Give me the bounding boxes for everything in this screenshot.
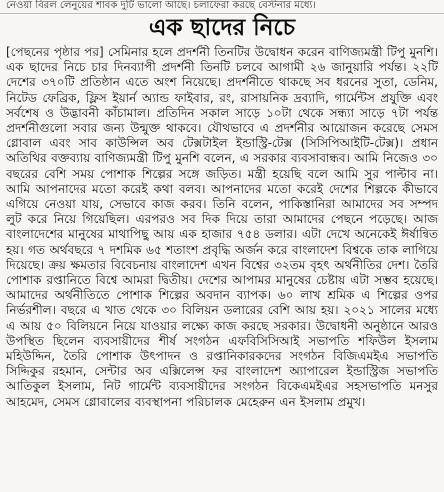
continued-tag: [পেছনের পৃষ্ঠার পর] [6,45,104,59]
article-paragraph [6,45,438,410]
headline: এক ছাদের নিচে [148,15,296,41]
article-text: সেমিনার হলে প্রদর্শনী তিনটির উদ্বোধন করেন বাণিজ্যমন্ত্রী টিপু মুনশি। এক ছাদের নিচে চার দিনব্যাপী প্রদর্শনী তিনটি চলবে আগামী ২৬ জানুয়ারি পর্যন্ত। ২২টি দেশের ৩৭০টি প্রতিষ্ঠান এতে অংশ নিয়েছে। প্রদর্শনীতে থাকছে সব ধরনের সুতা, ডেনিম, নিটেড ফেব্রিক, ফ্লিস ইয়ার্ন অ্যান্ড ফাইবার, রং, রাসায়নিক দ্রব্যাদি, গার্মেন্টস প্রযুক্তি এবং সর্বশেষ ও উদ্ভাবনী কাঁচামাল। প্রতিদিন সকাল সাড়ে ১০টা থেকে সন্ধ্যা সাড়ে ৭টা পর্যন্ত প্রদর্শনীগুলো সবার জন্য উন্মুক্ত থাকবে। যৌথভাবে এ প্রদর্শনীর আয়োজন করেছে সেমস গ্লোবাল এবং সাব কাউন্সিল অব টেক্সটাইল ইন্ডাস্ট্রি-টেক্স (সিসিপিআইটি-টেক্স)। প্রধান অতিথির বক্তব্যায় বাণিজ্যমন্ত্রী টিপু মুনশি বলেন, এ সরকার ব্যবসাবান্ধব। আমি নিজেও ৩০ বছরের বেশি সময় পোশাক শিল্পের সঙ্গে জড়িত। মন্ত্রী হয়েছি বলে আমি সুর পাল্টাব না। আমি আপনাদের মতো করেই কথা বলব। আপনাদের মতো করেই দেশের শিল্পকে কীভাবে এগিয়ে নেওয়া যায়, সেভাবে কাজ করব। তিনি বলেন, পাকিস্তানিরা আমাদের সব সম্পদ লুট করে নিয়ে গিয়েছিল। এরপরও সব দিক দিয়ে তারা আমাদের পেছনে পড়েছে। আজ বাংলাদেশের মানুষের মাথাপিছু আয় এক হাজার ৭৫৪ ডলার। এটা দেখে অনেকেই ঈর্ষান্বিত হয়। গত অর্থবছরে ৭ দশমিক ৬৫ শতাংশ প্রবৃদ্ধি অর্জন করে বাংলাদেশ বিশ্বকে তাক লাগিয়ে দিয়েছে। ক্রয় ক্ষমতার বিবেচনায় বাংলাদেশ এখন বিশ্বের ৩২তম বৃহৎ অর্থনীতির দেশ। তৈরি পোশাক রপ্তানিতে বিশ্বে আমরা দ্বিতীয়। দেশের আপামর মানুষের চেষ্টায় এটা সম্ভব হয়েছে। আমাদের অর্থনীতিতে পোশাক শিল্পের অবদান ব্যাপক। ৬০ লাখ শ্রমিক এ শিল্পের ওপর নির্ভরশীল। বছরে এ খাত থেকে ৩০ বিলিয়ন ডলারের বেশি আয় হয়। ২০২১ সালের মধ্যে এ আয় ৫০ বিলিয়নে নিয়ে যাওয়ার লক্ষ্যে কাজ করছে সরকার। উদ্বোধনী অনুষ্ঠানে আরও উপস্থিত ছিলেন ব্যবসায়ীদের শীর্ষ সংগঠন এফবিসিসিআই সভাপতি শফিউল ইসলাম মহিউদ্দিন, তৈরি পোশাক উৎপাদন ও রপ্তানিকারকদের সংগঠন বিজিএমইএ সভাপতি সিদ্দিকুর রহমান, সেন্টার অব এক্সিলেন্স ফর বাংলাদেশ অ্যাপারেল ইন্ডাস্ট্রিজ সভাপতি আতিকুল ইসলাম, নিট গার্মেন্ট ব্যবসায়ীদের সংগঠন বিকেএমইএর সহসভাপতি মনসুর আহমেদ, সেমস গ্লোবালের ব্যবস্থাপনা পরিচালক মেহেরুন এন ইসলাম প্রমুখ। [6,45,438,409]
article-body [6,45,438,487]
previous-article-tail: নেওয়া বিরল লেনুয়ের শাবক দুটি ভালো আছে। চলাফেরা করছে বেস্টনার মধ্যে। [6,0,316,11]
